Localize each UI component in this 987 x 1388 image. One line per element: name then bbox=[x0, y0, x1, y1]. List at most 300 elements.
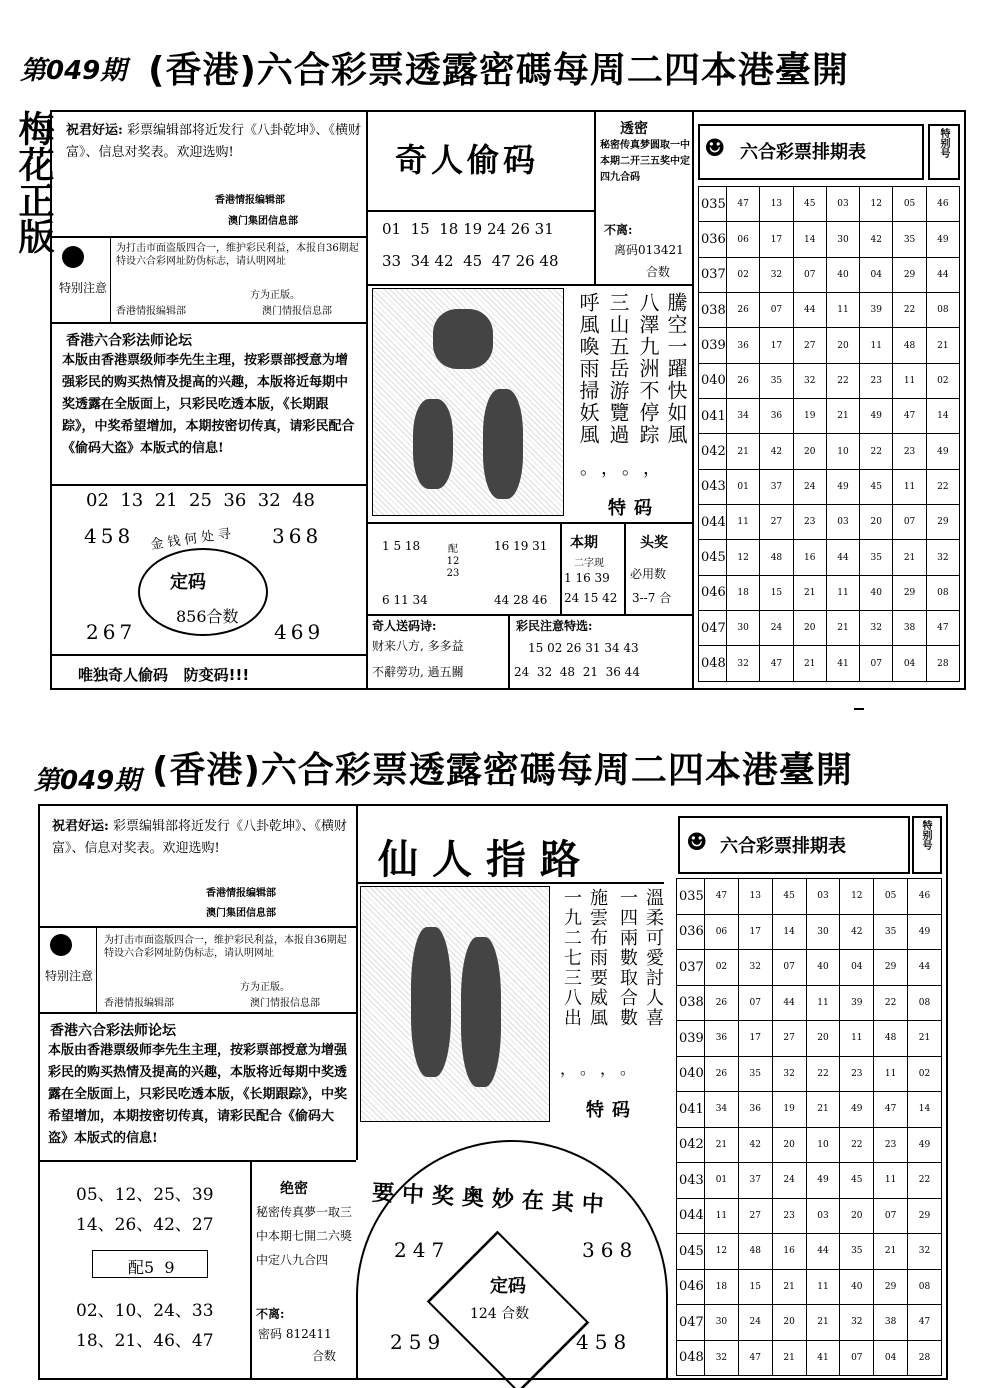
schedule-number: 12 bbox=[840, 879, 874, 915]
schedule-number: 07 bbox=[772, 950, 806, 986]
group-left-top: 1 5 18 bbox=[382, 539, 421, 553]
schedule-number: 49 bbox=[826, 469, 859, 504]
schedule-number: 49 bbox=[806, 1163, 840, 1199]
schedule-number: 21 bbox=[926, 328, 959, 363]
schedule-issue-no: 045 bbox=[699, 540, 727, 575]
schedule-number: 05 bbox=[893, 187, 926, 222]
poem-end-marks: 。，。， bbox=[580, 458, 673, 479]
schedule-row bbox=[677, 1127, 942, 1163]
b-notice-sign-1: 香港情报编辑部 bbox=[104, 998, 174, 1009]
bottom-greeting bbox=[52, 816, 350, 860]
benqi-row-1: 1 16 39 bbox=[564, 571, 610, 585]
b-pei: 配5 9 bbox=[128, 1258, 175, 1277]
schedule-number: 42 bbox=[738, 1127, 772, 1163]
schedule-number: 01 bbox=[705, 1163, 739, 1199]
schedule-number: 20 bbox=[826, 328, 859, 363]
schedule-number: 34 bbox=[727, 399, 760, 434]
schedule-number: 32 bbox=[840, 1305, 874, 1341]
schedule-issue-no: 043 bbox=[677, 1163, 705, 1199]
schedule-number: 45 bbox=[840, 1163, 874, 1199]
schedule-issue-no: 046 bbox=[677, 1269, 705, 1305]
schedule-number: 47 bbox=[908, 1305, 942, 1341]
schedule-row bbox=[699, 646, 960, 682]
schedule-number: 19 bbox=[793, 399, 826, 434]
schedule-number: 11 bbox=[840, 1021, 874, 1057]
schedule-number: 13 bbox=[760, 187, 793, 222]
schedule-number: 20 bbox=[806, 1021, 840, 1057]
schedule-number: 38 bbox=[893, 611, 926, 646]
schedule-row bbox=[677, 985, 942, 1021]
b-notice-tail: 方为正版。 bbox=[240, 982, 290, 993]
group-right-bottom: 44 28 46 bbox=[494, 593, 548, 607]
schedule-number: 21 bbox=[874, 1234, 908, 1270]
toujiang-label: 头奖 bbox=[640, 535, 668, 551]
poem-col-4: 呼風喚雨掃妖風 bbox=[576, 292, 600, 446]
b-schedule-title: 六合彩票排期表 bbox=[720, 836, 846, 857]
schedule-number: 03 bbox=[826, 505, 859, 540]
schedule-number: 47 bbox=[738, 1340, 772, 1376]
schedule-number: 24 bbox=[772, 1163, 806, 1199]
schedule-issue-no: 035 bbox=[677, 879, 705, 915]
schedule-row bbox=[677, 1163, 942, 1199]
schedule-number: 24 bbox=[738, 1305, 772, 1341]
b-greeting-text: 彩票编辑部将近发行《八卦乾坤》、《横财富》、信息对奖表。欢迎选购! bbox=[52, 819, 347, 856]
schedule-number: 08 bbox=[926, 575, 959, 610]
schedule-number: 14 bbox=[793, 222, 826, 257]
schedule-number: 23 bbox=[772, 1198, 806, 1234]
top-title: (香港)六合彩票透露密碼每周二四本港臺開 bbox=[148, 50, 849, 91]
schedule-issue-no: 047 bbox=[699, 611, 727, 646]
schedule-number: 08 bbox=[908, 985, 942, 1021]
warrior-illustration bbox=[372, 288, 564, 516]
b-dingma-label: 定码 bbox=[490, 1276, 526, 1297]
schedule-number: 03 bbox=[826, 187, 859, 222]
b-poem-col-3: 施雲布雨要威風 bbox=[587, 888, 608, 1028]
schedule-number: 11 bbox=[727, 505, 760, 540]
b-jue-title: 绝密 bbox=[280, 1181, 308, 1197]
schedule-number: 45 bbox=[860, 469, 893, 504]
b-nums-row-4: 18、21、46、47 bbox=[76, 1331, 214, 1351]
top-issue-number: 第049期 bbox=[20, 56, 127, 86]
b-buli-code: 密码 812411 bbox=[258, 1327, 332, 1341]
schedule-number: 47 bbox=[926, 611, 959, 646]
schedule-number: 45 bbox=[793, 187, 826, 222]
schedule-row bbox=[677, 950, 942, 986]
bomb-icon bbox=[62, 246, 84, 268]
center-title: 奇人偷码 bbox=[395, 141, 540, 179]
greeting-sign-2: 澳门集团信息部 bbox=[228, 216, 298, 227]
schedule-issue-no: 036 bbox=[699, 222, 727, 257]
b-schedule-tebie: 特别号 bbox=[920, 820, 931, 850]
b-arc-text: 要中奖奥妙在其中 bbox=[371, 1180, 613, 1219]
schedule-number: 02 bbox=[727, 257, 760, 292]
schedule-number: 39 bbox=[840, 985, 874, 1021]
schedule-number: 08 bbox=[908, 1269, 942, 1305]
toujiang-sub: 必用数 bbox=[630, 567, 667, 581]
b-poem-col-1: 溫柔可愛討人喜 bbox=[643, 888, 664, 1028]
schedule-number: 02 bbox=[705, 950, 739, 986]
schedule-number: 23 bbox=[893, 434, 926, 469]
schedule-row bbox=[677, 1340, 942, 1376]
side-vertical-label: 梅花正版 bbox=[13, 110, 54, 254]
schedule-number: 22 bbox=[893, 293, 926, 328]
schedule-issue-no: 038 bbox=[677, 985, 705, 1021]
b-poem-col-2: 一四兩數取合數 bbox=[617, 888, 638, 1028]
schedule-number: 19 bbox=[772, 1092, 806, 1128]
schedule-number: 24 bbox=[760, 611, 793, 646]
schedule-number: 26 bbox=[705, 985, 739, 1021]
schedule-number: 46 bbox=[926, 187, 959, 222]
schedule-number: 26 bbox=[705, 1056, 739, 1092]
schedule-number: 21 bbox=[806, 1305, 840, 1341]
schedule-issue-no: 044 bbox=[699, 505, 727, 540]
schedule-number: 35 bbox=[893, 222, 926, 257]
schedule-number: 41 bbox=[826, 646, 859, 682]
schedule-number: 15 bbox=[738, 1269, 772, 1305]
left-top-num: 458 bbox=[84, 524, 135, 548]
schedule-number: 27 bbox=[738, 1198, 772, 1234]
schedule-number: 21 bbox=[806, 1092, 840, 1128]
schedule-number: 13 bbox=[738, 879, 772, 915]
schedule-issue-no: 036 bbox=[677, 914, 705, 950]
schedule-number: 35 bbox=[760, 363, 793, 398]
schedule-number: 21 bbox=[705, 1127, 739, 1163]
schedule-number: 32 bbox=[738, 950, 772, 986]
schedule-number: 18 bbox=[727, 575, 760, 610]
schedule-number: 30 bbox=[806, 914, 840, 950]
schedule-number: 40 bbox=[826, 257, 859, 292]
schedule-issue-no: 039 bbox=[699, 328, 727, 363]
schedule-number: 12 bbox=[705, 1234, 739, 1270]
schedule-number: 07 bbox=[874, 1198, 908, 1234]
poem-col-2: 八澤九洲不停踪 bbox=[636, 292, 660, 446]
schedule-number: 06 bbox=[727, 222, 760, 257]
schedule-number: 22 bbox=[926, 469, 959, 504]
group-right-top: 16 19 31 bbox=[494, 539, 548, 553]
poem-col-1: 騰空一躍快如風 bbox=[664, 292, 688, 446]
schedule-number: 03 bbox=[806, 1198, 840, 1234]
schedule-row bbox=[699, 611, 960, 646]
forum-text: 本版由香港票级师李先生主理，按彩票部授意为增强彩民的购买热情及提高的兴趣，本版将近每期中奖透露在全版面上，只彩民吃透本版，《长期跟踪》，中奖希望增加，本期按密切传真，请彩民配合《偷码大盗》本版式的信息! bbox=[62, 353, 355, 456]
schedule-number: 29 bbox=[908, 1198, 942, 1234]
schedule-number: 05 bbox=[874, 879, 908, 915]
schedule-issue-no: 041 bbox=[677, 1092, 705, 1128]
schedule-number: 28 bbox=[926, 646, 959, 682]
notice-sign-1: 香港情报编辑部 bbox=[116, 306, 186, 317]
schedule-number: 32 bbox=[772, 1056, 806, 1092]
schedule-issue-no: 037 bbox=[699, 257, 727, 292]
b-dingma-number: 124 合数 bbox=[470, 1306, 530, 1322]
schedule-number: 04 bbox=[874, 1340, 908, 1376]
qiren-line-2: 不辭勞功, 過五關 bbox=[372, 665, 464, 679]
schedule-number: 45 bbox=[772, 879, 806, 915]
b-greeting-label: 祝君好运: bbox=[52, 819, 109, 834]
schedule-number: 35 bbox=[860, 540, 893, 575]
schedule-number: 42 bbox=[760, 434, 793, 469]
schedule-number: 30 bbox=[727, 611, 760, 646]
schedule-row bbox=[699, 434, 960, 469]
schedule-issue-no: 040 bbox=[677, 1056, 705, 1092]
schedule-number: 16 bbox=[772, 1234, 806, 1270]
schedule-row bbox=[699, 293, 960, 328]
forum-title: 香港六合彩法师论坛 bbox=[66, 333, 192, 349]
schedule-number: 02 bbox=[926, 363, 959, 398]
schedule-number: 18 bbox=[705, 1269, 739, 1305]
schedule-number: 29 bbox=[893, 257, 926, 292]
schedule-number: 22 bbox=[874, 985, 908, 1021]
schedule-number: 20 bbox=[772, 1127, 806, 1163]
arc-text: 金钱何处寻 bbox=[149, 526, 236, 553]
schedule-row bbox=[699, 469, 960, 504]
schedule-number: 12 bbox=[727, 540, 760, 575]
dingma-number: 856合数 bbox=[176, 607, 239, 626]
schedule-number: 49 bbox=[908, 914, 942, 950]
b-notice-text: 为打击市面盗版四合一，维护彩民利益，本报自36期起特设六合彩网址防伪标志，请认明网址 bbox=[104, 935, 347, 959]
schedule-issue-no: 046 bbox=[699, 575, 727, 610]
schedule-number: 28 bbox=[908, 1340, 942, 1376]
schedule-number: 44 bbox=[793, 293, 826, 328]
schedule-number: 32 bbox=[926, 540, 959, 575]
schedule-number: 11 bbox=[874, 1163, 908, 1199]
schedule-issue-no: 042 bbox=[677, 1127, 705, 1163]
b-bomb-icon bbox=[50, 934, 72, 956]
schedule-number: 47 bbox=[760, 646, 793, 682]
schedule-number: 14 bbox=[772, 914, 806, 950]
schedule-number: 36 bbox=[738, 1092, 772, 1128]
schedule-number: 40 bbox=[806, 950, 840, 986]
schedule-issue-no: 044 bbox=[677, 1198, 705, 1234]
schedule-row bbox=[677, 1269, 942, 1305]
right-bottom-num: 469 bbox=[274, 620, 325, 644]
schedule-number: 44 bbox=[908, 950, 942, 986]
schedule-number: 36 bbox=[727, 328, 760, 363]
b-nums-row-1: 05、12、25、39 bbox=[76, 1185, 214, 1205]
schedule-number: 07 bbox=[738, 985, 772, 1021]
schedule-number: 21 bbox=[727, 434, 760, 469]
schedule-row bbox=[677, 1305, 942, 1341]
schedule-number: 44 bbox=[806, 1234, 840, 1270]
schedule-number: 35 bbox=[874, 914, 908, 950]
schedule-number: 12 bbox=[860, 187, 893, 222]
b-jue-text: 秘密传真夢一取三中本期七開二六獎中定八九合四 bbox=[256, 1205, 353, 1267]
schedule-number: 47 bbox=[727, 187, 760, 222]
b-forum-title: 香港六合彩法师论坛 bbox=[50, 1023, 176, 1039]
greeting-sign-1: 香港情报编辑部 bbox=[215, 195, 285, 206]
b-poem-col-4: 一九二七三八出 bbox=[561, 888, 582, 1028]
schedule-number: 40 bbox=[860, 575, 893, 610]
schedule-issue-no: 048 bbox=[677, 1340, 705, 1376]
buli-code: 离码013421 bbox=[614, 243, 684, 257]
schedule-number: 21 bbox=[793, 646, 826, 682]
schedule-number: 27 bbox=[793, 328, 826, 363]
schedule-number: 22 bbox=[826, 363, 859, 398]
right-top-num: 368 bbox=[272, 524, 323, 548]
schedule-number: 08 bbox=[926, 293, 959, 328]
schedule-number: 20 bbox=[860, 505, 893, 540]
schedule-row bbox=[699, 222, 960, 257]
secret-title: 透密 bbox=[620, 121, 648, 137]
schedule-issue-no: 043 bbox=[699, 469, 727, 504]
b-left-top-num: 247 bbox=[394, 1238, 451, 1262]
greeting-label: 祝君好运: bbox=[66, 123, 123, 138]
schedule-number: 26 bbox=[727, 293, 760, 328]
schedule-number: 32 bbox=[705, 1340, 739, 1376]
schedule-number: 36 bbox=[705, 1021, 739, 1057]
caimin-row-2: 24 32 48 21 36 44 bbox=[514, 665, 640, 679]
dingma-label: 定码 bbox=[170, 572, 206, 593]
schedule-number: 14 bbox=[926, 399, 959, 434]
schedule-tebie: 特别号 bbox=[938, 128, 949, 158]
schedule-row bbox=[699, 328, 960, 363]
b-nums-row-3: 02、10、24、33 bbox=[76, 1301, 214, 1321]
notice-label: 特别注意 bbox=[58, 281, 107, 295]
schedule-issue-no: 039 bbox=[677, 1021, 705, 1057]
schedule-number: 11 bbox=[826, 293, 859, 328]
schedule-number: 20 bbox=[793, 434, 826, 469]
schedule-number: 44 bbox=[826, 540, 859, 575]
qiren-line-1: 财来八方, 多多益 bbox=[372, 639, 464, 653]
schedule-number: 15 bbox=[760, 575, 793, 610]
b-center-title: 仙人指路 bbox=[378, 837, 594, 883]
schedule-number: 06 bbox=[705, 914, 739, 950]
schedule-number: 32 bbox=[727, 646, 760, 682]
b-tema-label: 特码 bbox=[586, 1100, 638, 1121]
schedule-row bbox=[699, 575, 960, 610]
b-notice-label: 特别注意 bbox=[44, 969, 93, 983]
b-forum-text: 本版由香港票级师李先生主理，按彩票部授意为增强彩民的购买热情及提高的兴趣，本版将近每期中奖透露在全版面上，只彩民吃透本版，《长期跟踪》，中奖希望增加，本期按密切传真，请彩民配合《偷码大盗》本版式的信息! bbox=[48, 1043, 348, 1146]
center-row-1: 01 15 18 19 24 26 31 bbox=[382, 220, 554, 238]
group-left-bottom: 6 11 34 bbox=[382, 593, 428, 607]
schedule-mascot-icon: ☻ bbox=[704, 134, 726, 162]
b-right-bottom-num: 458 bbox=[576, 1330, 633, 1354]
schedule-number: 21 bbox=[772, 1269, 806, 1305]
schedule-issue-no: 047 bbox=[677, 1305, 705, 1341]
top-number-row: 02 13 21 25 36 32 48 bbox=[86, 490, 315, 511]
schedule-number: 07 bbox=[760, 293, 793, 328]
schedule-number: 11 bbox=[826, 575, 859, 610]
schedule-number: 23 bbox=[840, 1056, 874, 1092]
notice-sign-2: 澳门情报信息部 bbox=[262, 306, 332, 317]
schedule-row bbox=[677, 1234, 942, 1270]
schedule-row bbox=[677, 879, 942, 915]
schedule-number: 27 bbox=[772, 1021, 806, 1057]
b-buli-label: 不离: bbox=[256, 1307, 285, 1321]
schedule-number: 23 bbox=[874, 1127, 908, 1163]
schedule-number: 16 bbox=[793, 540, 826, 575]
top-greeting bbox=[66, 120, 361, 164]
schedule-number: 21 bbox=[893, 540, 926, 575]
schedule-number: 22 bbox=[908, 1163, 942, 1199]
schedule-number: 32 bbox=[908, 1234, 942, 1270]
schedule-issue-no: 041 bbox=[699, 399, 727, 434]
schedule-number: 21 bbox=[793, 575, 826, 610]
schedule-number: 20 bbox=[840, 1198, 874, 1234]
secret-text: 秘密传真梦圆取一中本期二开三五奖中定四九合码 bbox=[600, 140, 690, 183]
b-schedule-table bbox=[676, 878, 942, 1376]
notice-text: 为打击市面盗版四合一，维护彩民利益，本报自36期起特设六合彩网址防伪标志，请认明网址 bbox=[116, 243, 359, 267]
tema-label: 特码 bbox=[608, 498, 660, 519]
qiren-title: 奇人送码诗: bbox=[372, 619, 437, 633]
schedule-number: 42 bbox=[860, 222, 893, 257]
schedule-row bbox=[699, 540, 960, 575]
schedule-number: 11 bbox=[860, 328, 893, 363]
group-mid: 配 12 23 bbox=[446, 544, 460, 579]
schedule-number: 21 bbox=[826, 611, 859, 646]
b-notice-sign-2: 澳门情报信息部 bbox=[250, 998, 320, 1009]
schedule-issue-no: 048 bbox=[699, 646, 727, 682]
schedule-number: 11 bbox=[705, 1198, 739, 1234]
schedule-number: 32 bbox=[760, 257, 793, 292]
schedule-number: 07 bbox=[840, 1340, 874, 1376]
b-greeting-sign-2: 澳门集团信息部 bbox=[206, 908, 276, 919]
schedule-number: 22 bbox=[860, 434, 893, 469]
schedule-number: 26 bbox=[727, 363, 760, 398]
schedule-number: 11 bbox=[874, 1056, 908, 1092]
schedule-row bbox=[677, 1056, 942, 1092]
schedule-number: 39 bbox=[860, 293, 893, 328]
schedule-number: 07 bbox=[860, 646, 893, 682]
schedule-number: 37 bbox=[738, 1163, 772, 1199]
schedule-number: 30 bbox=[826, 222, 859, 257]
schedule-issue-no: 037 bbox=[677, 950, 705, 986]
schedule-number: 48 bbox=[738, 1234, 772, 1270]
sage-illustration bbox=[360, 886, 550, 1122]
benqi-row-2: 24 15 42 bbox=[564, 591, 618, 605]
benqi-sub: 二字现 bbox=[574, 558, 604, 569]
schedule-number: 46 bbox=[908, 879, 942, 915]
schedule-number: 17 bbox=[760, 222, 793, 257]
bottom-issue-number: 第049期 bbox=[34, 766, 141, 796]
schedule-number: 44 bbox=[926, 257, 959, 292]
caimin-row-1: 15 02 26 31 34 43 bbox=[528, 641, 639, 655]
schedule-number: 29 bbox=[893, 575, 926, 610]
schedule-number: 22 bbox=[806, 1056, 840, 1092]
buli-label: 不离: bbox=[604, 223, 633, 237]
schedule-number: 44 bbox=[772, 985, 806, 1021]
schedule-number: 49 bbox=[860, 399, 893, 434]
schedule-row bbox=[699, 363, 960, 398]
schedule-number: 04 bbox=[860, 257, 893, 292]
schedule-number: 07 bbox=[893, 505, 926, 540]
schedule-number: 40 bbox=[840, 1269, 874, 1305]
b-poem-end-marks: ，。，。 bbox=[560, 1059, 649, 1078]
schedule-number: 21 bbox=[772, 1340, 806, 1376]
schedule-issue-no: 040 bbox=[699, 363, 727, 398]
bottom-slogan: 唯独奇人偷码 防变码!!! bbox=[78, 666, 250, 684]
schedule-number: 48 bbox=[893, 328, 926, 363]
schedule-number: 35 bbox=[840, 1234, 874, 1270]
schedule-row bbox=[677, 1021, 942, 1057]
poem-col-3: 三山五岳游覽過 bbox=[606, 292, 630, 446]
benqi-label: 本期 bbox=[570, 535, 598, 551]
schedule-issue-no: 042 bbox=[699, 434, 727, 469]
schedule-number: 35 bbox=[738, 1056, 772, 1092]
schedule-number: 17 bbox=[738, 1021, 772, 1057]
schedule-issue-no: 045 bbox=[677, 1234, 705, 1270]
center-row-2: 33 34 42 45 47 26 48 bbox=[382, 252, 559, 270]
bottom-title: (香港)六合彩票透露密碼每周二四本港臺開 bbox=[152, 750, 853, 791]
schedule-number: 34 bbox=[705, 1092, 739, 1128]
b-right-top-num: 368 bbox=[582, 1238, 639, 1262]
schedule-number: 21 bbox=[826, 399, 859, 434]
schedule-number: 47 bbox=[874, 1092, 908, 1128]
schedule-number: 32 bbox=[793, 363, 826, 398]
schedule-number: 21 bbox=[908, 1021, 942, 1057]
schedule-number: 49 bbox=[840, 1092, 874, 1128]
b-nums-row-2: 14、26、42、27 bbox=[76, 1215, 214, 1235]
schedule-number: 11 bbox=[806, 985, 840, 1021]
schedule-table bbox=[698, 186, 960, 682]
